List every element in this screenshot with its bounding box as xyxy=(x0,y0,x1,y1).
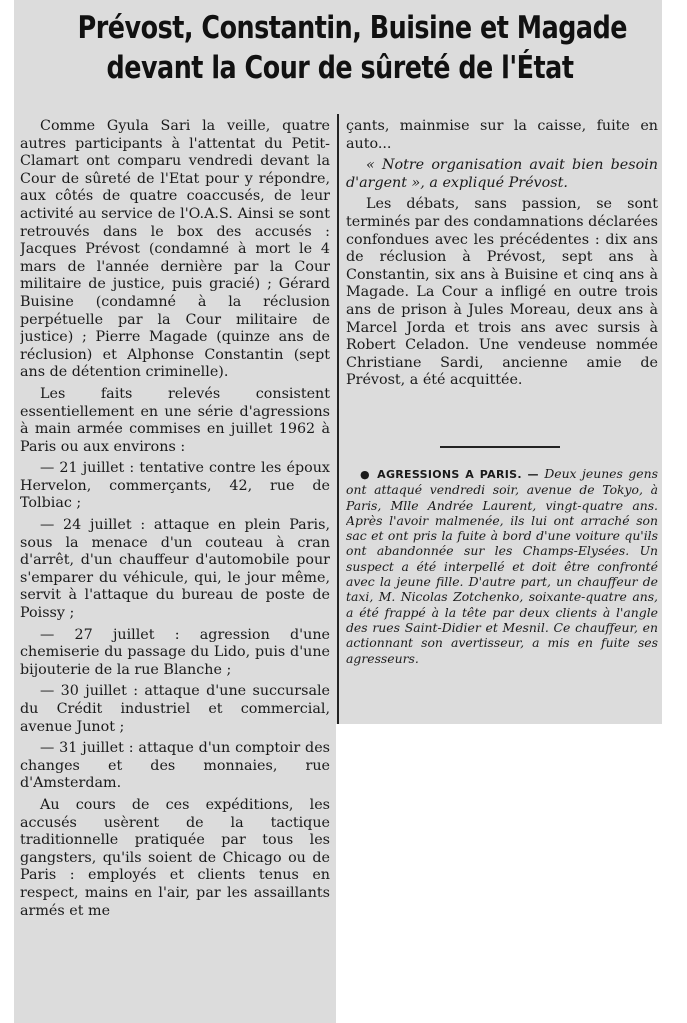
article-left-column xyxy=(20,118,330,1018)
headline-line-1: Prévost, Constantin, Buisine et Magade xyxy=(77,10,628,46)
paragraph-continuation: çants, mainmise sur la caisse, fuite en auto... xyxy=(346,118,658,152)
article-headline xyxy=(77,8,628,88)
paragraph-facts: Les faits relevés consistent essentiellement en une série d'agressions à main armée commises en juillet 1962 à Paris ou aux environs : xyxy=(20,385,330,455)
brief-lead: ● AGRESSIONS A PARIS. — xyxy=(360,468,539,481)
column-divider xyxy=(337,114,339,724)
news-brief xyxy=(346,466,658,726)
paragraph-july-27: — 27 juillet : agression d'une chemiserie du passage du Lido, puis d'une bijouterie de la rue Blanche ; xyxy=(20,626,330,678)
paragraph-intro: Comme Gyula Sari la veille, quatre autres participants à l'attentat du Petit-Clamart ont comparu vendredi devant la Cour de sûreté de l'Etat pour y répondre, aux côtés de quatre coaccusés, de leur activité au service de l'O.A.S. Ainsi se sont retrouvés dans le box des accusés : Jacques Prévost (condamné à mort le 4 mars de l'année dernière par la Cour militaire de justice, puis gracié) ; Gérard Buisine (condamné à la réclusion perpétuelle par la Cour militaire de justice) ; Pierre Magade (quinze ans de réclusion) et Alphonse Constantin (sept ans de détention criminelle). xyxy=(20,118,330,381)
paragraph-tactics: Au cours de ces expéditions, les accusés usèrent de la tactique traditionnelle pratiquée par tous les gangsters, qu'ils soient de Chicago ou de Paris : employés et clients tenus en respect, mains en l'air, par les assaillants armés et me xyxy=(20,796,330,919)
section-separator xyxy=(440,446,560,448)
article-right-column xyxy=(346,118,658,448)
paragraph-july-24: — 24 juillet : attaque en plein Paris, sous la menace d'un couteau à cran d'arrêt, d'un chauffeur d'automobile pour s'emparer du véhicule, qui, le jour même, servit à l'attaque du bureau de poste de Poissy ; xyxy=(20,517,330,622)
paragraph-july-21: — 21 juillet : tentative contre les époux Hervelon, commerçants, 42, rue de Tolbiac ; xyxy=(20,460,330,512)
paragraph-july-30: — 30 juillet : attaque d'une succursale du Crédit industriel et commercial, avenue Junot ; xyxy=(20,683,330,735)
quote-text: « Notre organisation avait bien besoin d'argent », a expliqué Prévost. xyxy=(346,157,658,191)
paragraph-verdict: Les débats, sans passion, se sont terminés par des condamnations déclarées confondues avec les précédentes : dix ans de réclusion à Prévost, sept ans à Constantin, six ans à Buisine et cinq ans à Magade. La Cour a infligé en outre trois ans de prison à Jules Moreau, deux ans à Marcel Jorda et trois ans avec sursis à Robert Celadon. Une vendeuse nommée Christiane Sardi, ancienne amie de Prévost, a été acquittée. xyxy=(346,196,658,389)
paragraph-quote xyxy=(346,157,658,192)
paragraph-july-31: — 31 juillet : attaque d'un comptoir des changes et des monnaies, rue d'Amsterdam. xyxy=(20,740,330,792)
headline-line-2: devant la Cour de sûreté de l'État xyxy=(106,50,574,86)
brief-body: Deux jeunes gens ont attaqué vendredi soir, avenue de Tokyo, à Paris, Mlle Andrée Laurent, vingt-quatre ans. Après l'avoir malmenée, ils lui ont arraché son sac et ont pris la fuite à bord d'une voiture qu'ils ont abandonnée sur les Champs-Elysées. Un suspect a été interpellé et doit être confronté avec la jeune fille. D'autre part, un chauffeur de taxi, M. Nicolas Zotchenko, soixante-quatre ans, a été frappé à la tête par deux clients à l'angle des rues Saint-Didier et Mesnil. Ce chauffeur, en actionnant son avertisseur, a mis en fuite ses agresseurs. xyxy=(346,466,658,666)
brief-paragraph xyxy=(346,466,658,666)
